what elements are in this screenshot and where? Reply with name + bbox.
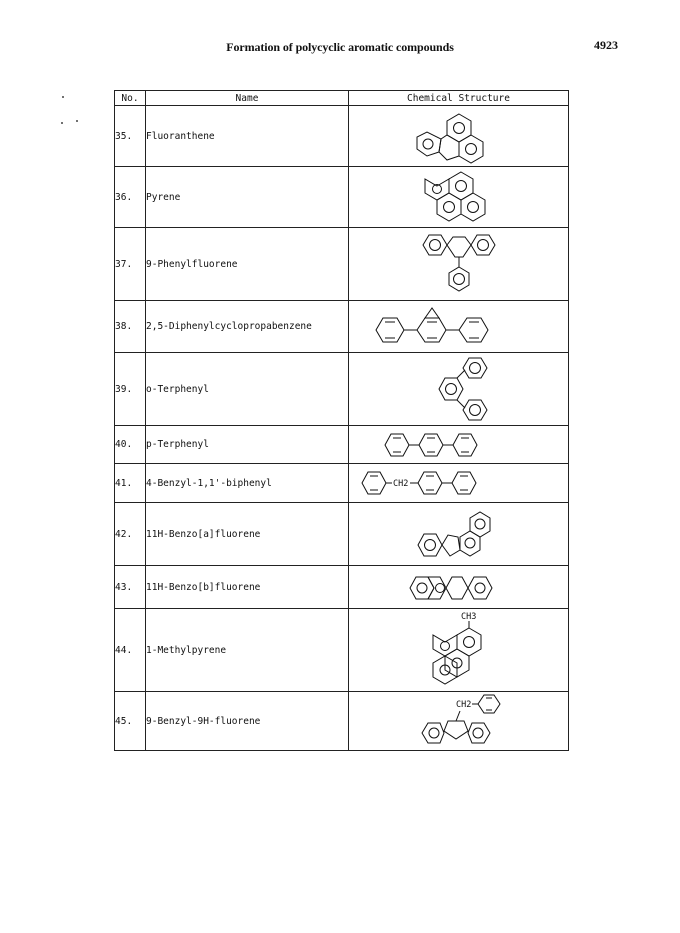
chemical-structure-cell xyxy=(349,353,569,426)
ch2-label: CH2 xyxy=(455,700,471,710)
row-number: 35. xyxy=(115,106,146,167)
row-number: 40. xyxy=(115,426,146,464)
scan-speck xyxy=(62,96,64,98)
scan-speck xyxy=(76,120,78,122)
table-row xyxy=(115,301,569,353)
benzyl-biphenyl-structure xyxy=(354,466,564,500)
chemical-structure-cell xyxy=(349,228,569,301)
o-terphenyl-structure xyxy=(399,354,519,424)
row-number: 41. xyxy=(115,464,146,503)
table-row xyxy=(115,228,569,301)
chemical-structure-cell xyxy=(349,301,569,353)
compounds-table xyxy=(114,90,569,751)
table-row xyxy=(115,167,569,228)
row-number: 43. xyxy=(115,566,146,609)
column-header-structure: Chemical Structure xyxy=(349,91,569,106)
table-header-row xyxy=(115,91,569,106)
row-number: 44. xyxy=(115,609,146,692)
diphenylcyclopropabenzene-structure xyxy=(359,303,559,351)
benzo-b-fluorene-structure xyxy=(394,567,524,607)
9-phenylfluorene-structure xyxy=(399,229,519,299)
table-row xyxy=(115,566,569,609)
p-terphenyl-structure xyxy=(359,428,559,462)
row-number: 36. xyxy=(115,167,146,228)
row-number: 37. xyxy=(115,228,146,301)
row-number: 39. xyxy=(115,353,146,426)
chemical-structure-cell xyxy=(349,167,569,228)
table-row xyxy=(115,106,569,167)
chemical-structure-cell xyxy=(349,426,569,464)
benzo-a-fluorene-structure xyxy=(394,504,524,564)
row-number: 42. xyxy=(115,503,146,566)
table-row xyxy=(115,426,569,464)
pyrene-structure xyxy=(399,168,519,226)
column-header-no: No. xyxy=(115,91,146,106)
row-number: 45. xyxy=(115,692,146,751)
table-row xyxy=(115,503,569,566)
row-number: 38. xyxy=(115,301,146,353)
column-header-name: Name xyxy=(146,91,349,106)
running-title: Formation of polycyclic aromatic compounds xyxy=(226,40,454,54)
table-row xyxy=(115,609,569,692)
chemical-structure-cell xyxy=(349,692,569,751)
fluoranthene-structure xyxy=(399,108,519,164)
compound-name: 11H-Benzo[a]fluorene xyxy=(146,503,349,566)
compound-name: 9-Phenylfluorene xyxy=(146,228,349,301)
compound-name: p-Terphenyl xyxy=(146,426,349,464)
ch2-label: CH2 xyxy=(392,479,408,489)
compound-name: o-Terphenyl xyxy=(146,353,349,426)
table-row xyxy=(115,353,569,426)
compound-name: 11H-Benzo[b]fluorene xyxy=(146,566,349,609)
chemical-structure-cell xyxy=(349,609,569,692)
compound-name: Pyrene xyxy=(146,167,349,228)
scan-speck xyxy=(61,122,63,124)
compound-name: 2,5-Diphenylcyclopropabenzene xyxy=(146,301,349,353)
chemical-structure-cell xyxy=(349,106,569,167)
chemical-structure-cell xyxy=(349,464,569,503)
compound-name: 9-Benzyl-9H-fluorene xyxy=(146,692,349,751)
1-methylpyrene-structure xyxy=(399,610,519,690)
table-row xyxy=(115,464,569,503)
compound-name: 1-Methylpyrene xyxy=(146,609,349,692)
9-benzylfluorene-structure xyxy=(394,693,524,749)
compound-name: 4-Benzyl-1,1'-biphenyl xyxy=(146,464,349,503)
table-row xyxy=(115,692,569,751)
chemical-structure-cell xyxy=(349,503,569,566)
ch3-label: CH3 xyxy=(460,612,476,622)
compound-name: Fluoranthene xyxy=(146,106,349,167)
chemical-structure-cell xyxy=(349,566,569,609)
page-number: 4923 xyxy=(594,38,618,52)
